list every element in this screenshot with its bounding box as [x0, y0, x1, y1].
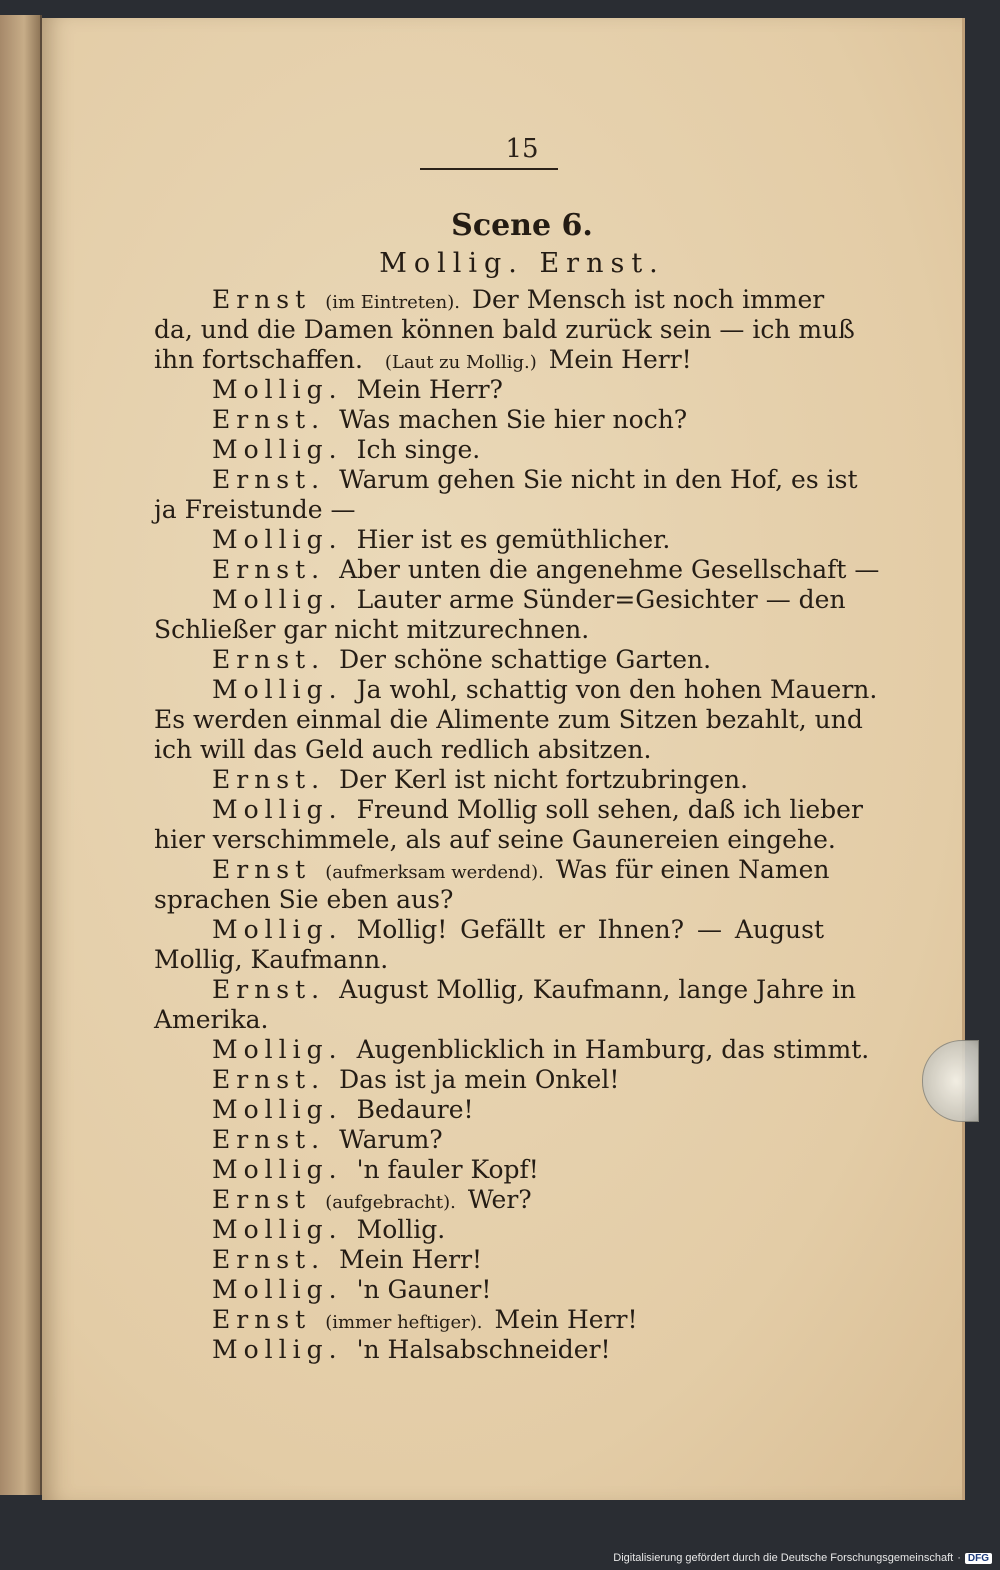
page-number: 15	[505, 134, 539, 164]
speaker-name: Mollig.	[212, 1035, 343, 1064]
text-line	[154, 1155, 824, 1185]
line-text: Schließer gar nicht mitzurechnen.	[154, 615, 590, 644]
speaker-name: Ernst.	[212, 1065, 326, 1094]
line-text: ja Freistunde —	[154, 495, 356, 524]
line-text: da, und die Damen können bald zurück sein — ich muß	[154, 315, 855, 344]
stage-direction: (immer heftiger).	[325, 1312, 483, 1333]
speaker-name: Ernst.	[212, 1245, 326, 1274]
speaker-name: Mollig.	[212, 1335, 343, 1364]
speaker-name: Ernst.	[212, 1125, 326, 1154]
speaker-name: Ernst.	[212, 555, 326, 584]
stage-direction: (aufgebracht).	[325, 1192, 456, 1213]
text-line	[154, 315, 855, 345]
text-line	[154, 975, 856, 1005]
speaker-name: Mollig.	[212, 375, 343, 404]
text-line	[154, 915, 824, 945]
line-text: 'n fauler Kopf!	[356, 1155, 539, 1184]
speaker-name: Ernst	[212, 855, 312, 884]
line-text: Mein Herr!	[494, 1305, 638, 1334]
speaker-name: Mollig.	[212, 795, 343, 824]
text-line	[154, 525, 824, 555]
text-line	[154, 645, 824, 675]
line-text: Der schöne schattige Garten.	[339, 645, 712, 674]
text-line	[154, 375, 824, 405]
speaker-name: Ernst.	[212, 405, 326, 434]
line-text: Mein Herr!	[339, 1245, 483, 1274]
line-text: Amerika.	[154, 1005, 269, 1034]
speaker-name: Mollig.	[212, 435, 343, 464]
speaker-name: Mollig.	[212, 585, 343, 614]
text-line	[154, 675, 878, 705]
scene-heading: Scene 6.	[451, 208, 593, 243]
line-text: Der Kerl ist nicht fortzubringen.	[339, 765, 749, 794]
text-line	[154, 435, 824, 465]
speaker-name: Mollig.	[212, 525, 343, 554]
text-line	[154, 705, 863, 735]
text-line	[154, 825, 836, 855]
speaker-name: Ernst.	[212, 975, 326, 1004]
text-line	[154, 945, 824, 975]
book-page	[42, 18, 965, 1500]
speaker-name: Ernst	[212, 1305, 312, 1334]
text-line	[154, 735, 824, 765]
text-line	[154, 1275, 824, 1305]
line-text: Ja wohl, schattig von den hohen Mauern.	[356, 675, 878, 704]
text-line	[154, 1065, 824, 1095]
cast-list: Mollig. Ernst.	[379, 248, 665, 279]
line-text: Warum?	[339, 1125, 443, 1154]
text-line	[154, 1335, 824, 1365]
text-line	[154, 1125, 824, 1155]
text-line	[154, 495, 824, 525]
line-text: Aber unten die angenehme Gesellschaft —	[339, 555, 880, 584]
text-line	[154, 1035, 870, 1065]
speaker-name: Ernst.	[212, 645, 326, 674]
line-text: Mein Herr?	[356, 375, 503, 404]
text-line	[154, 405, 824, 435]
dialogue-text	[154, 285, 880, 1365]
line-text: Wer?	[467, 1185, 532, 1214]
left-page-edge	[0, 15, 42, 1495]
line-text: 'n Halsabschneider!	[356, 1335, 611, 1364]
header-rule	[420, 168, 558, 170]
text-line	[154, 345, 824, 375]
line-text: Mollig! Gefällt er Ihnen? — August	[356, 915, 824, 944]
line-text: Lauter arme Sünder=Gesichter — den	[356, 585, 846, 614]
text-line	[154, 795, 863, 825]
line-text: Es werden einmal die Alimente zum Sitzen bezahlt, und	[154, 705, 863, 734]
speaker-name: Ernst.	[212, 465, 326, 494]
line-text: Was für einen Namen	[555, 855, 830, 884]
text-line	[154, 1185, 824, 1215]
speaker-name: Mollig.	[212, 1095, 343, 1124]
text-line	[154, 555, 880, 585]
stage-direction: (aufmerksam werdend).	[325, 862, 544, 883]
speaker-name: Ernst.	[212, 765, 326, 794]
text-line	[154, 465, 858, 495]
speaker-name: Ernst	[212, 285, 312, 314]
speaker-name: Mollig.	[212, 915, 343, 944]
speaker-name: Mollig.	[212, 1155, 343, 1184]
line-text: Der Mensch ist noch immer	[471, 285, 825, 314]
speaker-name: Mollig.	[212, 675, 343, 704]
footer-separator: ·	[957, 1552, 961, 1564]
text-line	[154, 285, 824, 315]
speaker-name: Ernst	[212, 1185, 312, 1214]
speaker-name: Mollig.	[212, 1275, 343, 1304]
text-line	[154, 585, 846, 615]
stage-direction: (Laut zu Mollig.)	[384, 352, 537, 373]
text-line	[154, 1305, 824, 1335]
line-text: Mollig.	[356, 1215, 446, 1244]
line-text: Ich singe.	[356, 435, 481, 464]
line-text: 'n Gauner!	[356, 1275, 492, 1304]
line-text: Bedaure!	[356, 1095, 474, 1124]
line-text: Mollig, Kaufmann.	[154, 945, 389, 974]
line-text: hier verschimmele, als auf seine Gaunereien eingehe.	[154, 825, 836, 854]
line-text: August Mollig, Kaufmann, lange Jahre in	[339, 975, 856, 1004]
text-line	[154, 1095, 824, 1125]
line-text: Hier ist es gemüthlicher.	[356, 525, 671, 554]
line-text: Freund Mollig soll sehen, daß ich lieber	[356, 795, 863, 824]
line-text-after: Mein Herr!	[548, 345, 692, 374]
line-text: Augenblicklich in Hamburg, das stimmt.	[356, 1035, 870, 1064]
speaker-name: Mollig.	[212, 1215, 343, 1244]
text-line	[154, 765, 824, 795]
dfg-logo-icon: DFG	[965, 1553, 992, 1564]
text-line	[154, 1215, 824, 1245]
text-line	[154, 855, 830, 885]
line-text: Warum gehen Sie nicht in den Hof, es ist	[339, 465, 858, 494]
footer	[613, 1552, 992, 1564]
stage-direction: (im Eintreten).	[325, 292, 460, 313]
line-text: ich will das Geld auch redlich absitzen.	[154, 735, 652, 764]
text-line	[154, 1005, 824, 1035]
text-line	[154, 615, 824, 645]
line-text: Was machen Sie hier noch?	[339, 405, 688, 434]
line-text: sprachen Sie eben aus?	[154, 885, 454, 914]
footer-credit: Digitalisierung gefördert durch die Deutsche Forschungsgemeinschaft	[613, 1552, 954, 1564]
line-text: ihn fortschaffen.	[154, 345, 363, 374]
text-line	[154, 885, 824, 915]
text-line	[154, 1245, 824, 1275]
line-text: Das ist ja mein Onkel!	[339, 1065, 620, 1094]
